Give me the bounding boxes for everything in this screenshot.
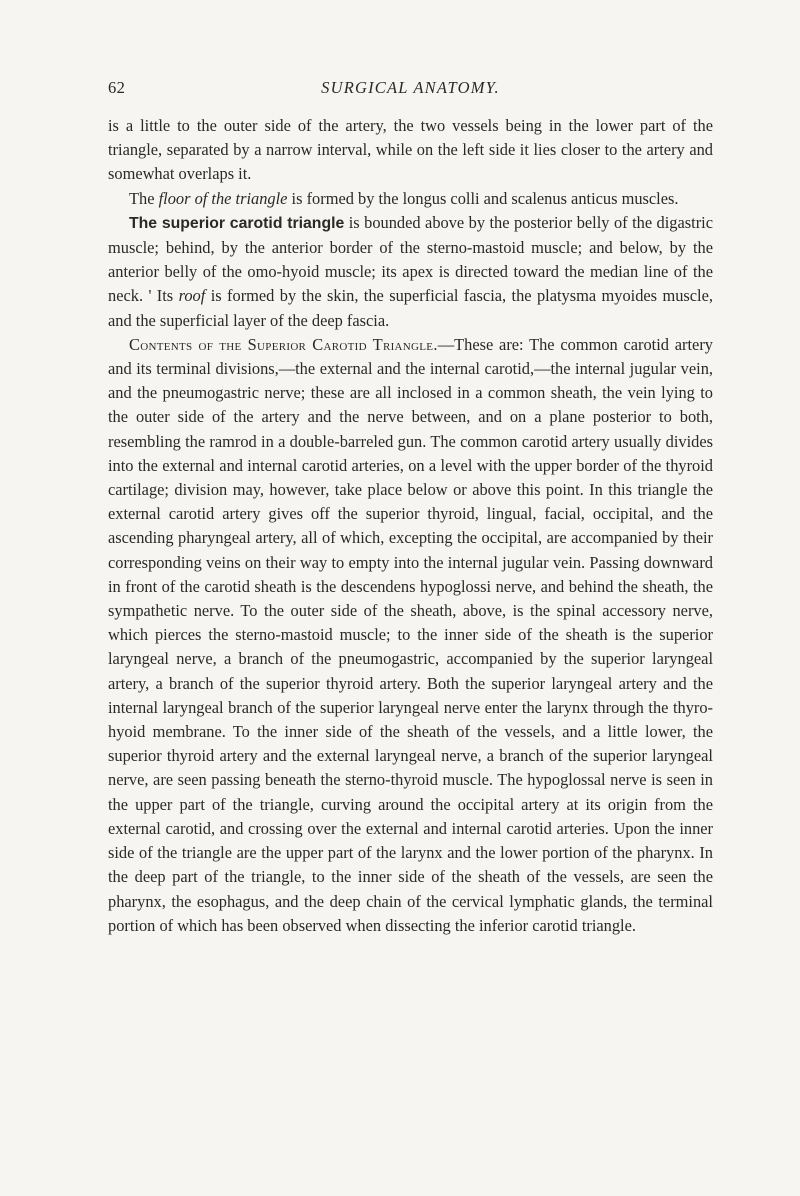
paragraph-text: is bounded above by the posterior belly of the digastric muscle; behind, by the anterior border of the sterno-mastoid muscle; and below, by the anterior belly of the omo-hyoid muscle; its apex is directed toward the median line of the neck. ' Its [108, 212, 713, 306]
page-number: 62 [108, 78, 126, 97]
paragraph-text: is a little to the outer side of the artery, the two vessels being in the lower part of the triangle, separated by a narrow interval, while on the left side it lies closer to the artery and somewhat overlaps it. [108, 116, 713, 184]
paragraph-text: —These are: The common carotid artery and its terminal divisions,—the external and the internal carotid,—the internal jugular vein, and the pneumogastric nerve; these are all inclosed in a common sheath, the vein lying to the outer side of the artery and the nerve between, and on a plane posterior to both, resembling the ramrod in a double-barreled gun. The common carotid artery usually divides into the external and internal carotid arteries, on a level with the upper border of the thyroid cartilage; division may, however, take place below or above this point. In this triangle the external carotid artery gives off the superior thyroid, lingual, facial, occipital, and the ascending pharyngeal artery, all of which, excepting the occipital, are accompanied by their corresponding veins on their way to empty into the internal jugular vein. Passing downward in front of the carotid sheath is the descendens hypoglossi nerve, and behind the sheath, the sympathetic nerve. To the outer side of the sheath, above, is the spinal accessory nerve, which pierces the sterno-mastoid muscle; to the inner side of the sheath is the superior laryngeal nerve, a branch of the pneumogastric, accompanied by the superior laryngeal artery, a branch of the superior thyroid artery. Both the superior laryngeal artery and the internal laryngeal branch of the superior laryngeal nerve enter the larynx through the thyro-hyoid membrane. To the inner side of the sheath of the vessels, and a little lower, the superior thyroid artery and the external laryngeal nerve, a branch of the superior laryngeal nerve, are seen passing beneath the sterno-thyroid muscle. The hypoglossal nerve is seen in the upper part of the triangle, curving around the occipital artery at its origin from the external carotid, and crossing over the external and internal carotid arteries. Upon the inner side of the triangle are the upper part of the larynx and the lower portion of the pharynx. In the deep part of the triangle, to the inner side of the sheath of the vessels, are seen the pharynx, the esophagus, and the deep chain of the cervical lymphatic glands, the terminal portion of which has been observed when dissecting the inferior carotid triangle. [108, 334, 713, 935]
section-heading-small-caps: Contents of the Superior Carotid Triangle. [129, 334, 438, 354]
paragraph-floor-of-triangle [108, 187, 713, 211]
paragraph-contents [108, 333, 713, 938]
running-title: SURGICAL ANATOMY. [321, 78, 500, 97]
paragraph-text: is formed by the longus colli and scalenus anticus muscles. [287, 188, 679, 208]
paragraph-text: is formed by the skin, the superficial fascia, the platysma myoides muscle, and the superficial layer of the deep fascia. [108, 286, 713, 330]
paragraph-lead: The [129, 188, 159, 208]
italic-term: floor of the triangle [158, 188, 288, 208]
section-heading: The superior carotid triangle [129, 214, 345, 232]
running-head [108, 78, 713, 102]
italic-term: roof [178, 286, 206, 306]
body-text [108, 114, 713, 938]
paragraph-superior-carotid-triangle [108, 211, 713, 333]
paragraph-continuation [108, 114, 713, 187]
